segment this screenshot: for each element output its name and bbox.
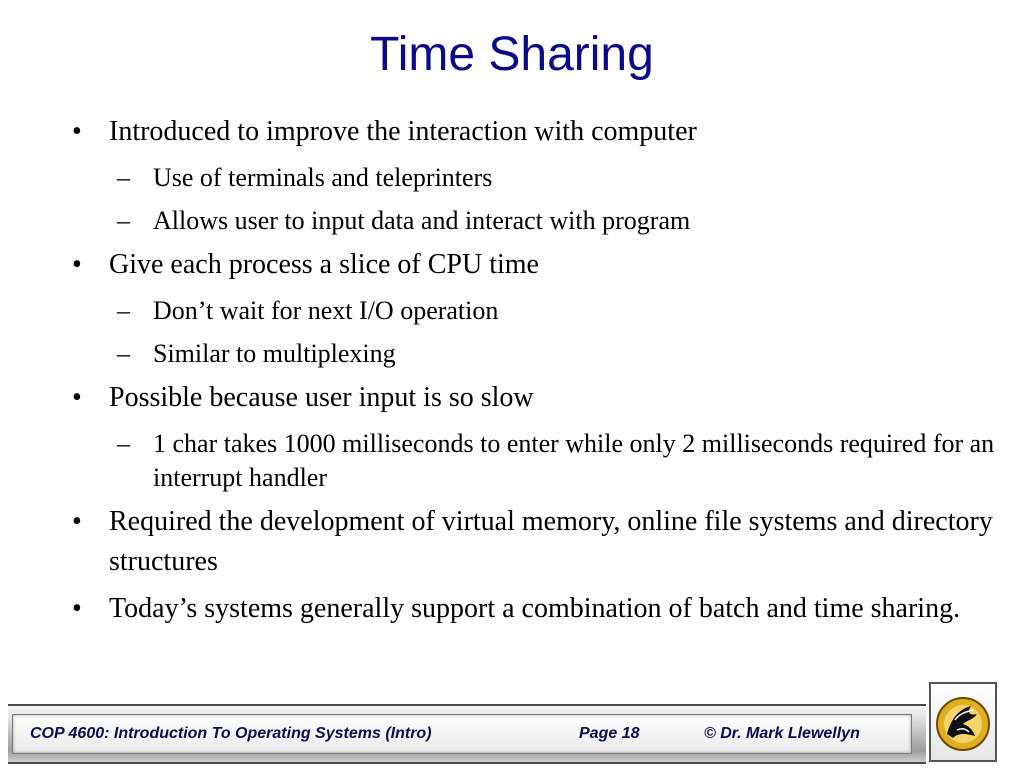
bullet-mark: • (72, 116, 82, 147)
slide-body (72, 112, 1002, 629)
bullet-item (72, 378, 1002, 418)
logo-frame (929, 682, 997, 762)
sub-bullet-item (117, 161, 1002, 195)
sub-bullet-text: 1 char takes 1000 milliseconds to enter while only 2 milliseconds required for an interrupt handler (153, 429, 995, 492)
sub-bullet-text: Don’t wait for next I/O operation (153, 296, 499, 325)
sub-bullet-mark: – (117, 163, 130, 192)
bullet-text: Required the development of virtual memory, online file systems and directory structures (109, 506, 993, 577)
sub-bullet-mark: – (117, 206, 130, 235)
sub-bullet-mark: – (117, 296, 130, 325)
bullet-item (72, 112, 1002, 152)
sub-bullet-item (117, 427, 1002, 495)
pegasus-logo-icon (933, 690, 993, 754)
sub-bullet-text: Similar to multiplexing (153, 339, 396, 368)
sub-bullet-text: Use of terminals and teleprinters (153, 163, 493, 192)
sub-bullet-item (117, 337, 1002, 371)
sub-bullet-item (117, 204, 1002, 238)
bullet-text: Give each process a slice of CPU time (109, 249, 539, 280)
bullet-mark: • (72, 593, 82, 624)
footer-course-title: COP 4600: Introduction To Operating Systems (Intro) (30, 725, 432, 742)
slide-title: Time Sharing (370, 28, 654, 81)
sub-bullet-mark: – (117, 429, 130, 458)
bullet-item (72, 502, 1002, 582)
bullet-mark: • (72, 382, 82, 413)
footer-copyright: © Dr. Mark Llewellyn (704, 725, 860, 742)
bullet-mark: • (72, 249, 82, 280)
bullet-item (72, 589, 1002, 629)
bullet-mark: • (72, 506, 82, 537)
bullet-text: Today’s systems generally support a combination of batch and time sharing. (109, 593, 961, 624)
footer-page-number: Page 18 (579, 725, 640, 742)
sub-bullet-text: Allows user to input data and interact with program (153, 206, 691, 235)
sub-bullet-item (117, 294, 1002, 328)
bullet-text: Possible because user input is so slow (109, 382, 534, 413)
bullet-text: Introduced to improve the interaction with computer (109, 116, 697, 147)
bullet-item (72, 245, 1002, 285)
sub-bullet-mark: – (117, 339, 130, 368)
